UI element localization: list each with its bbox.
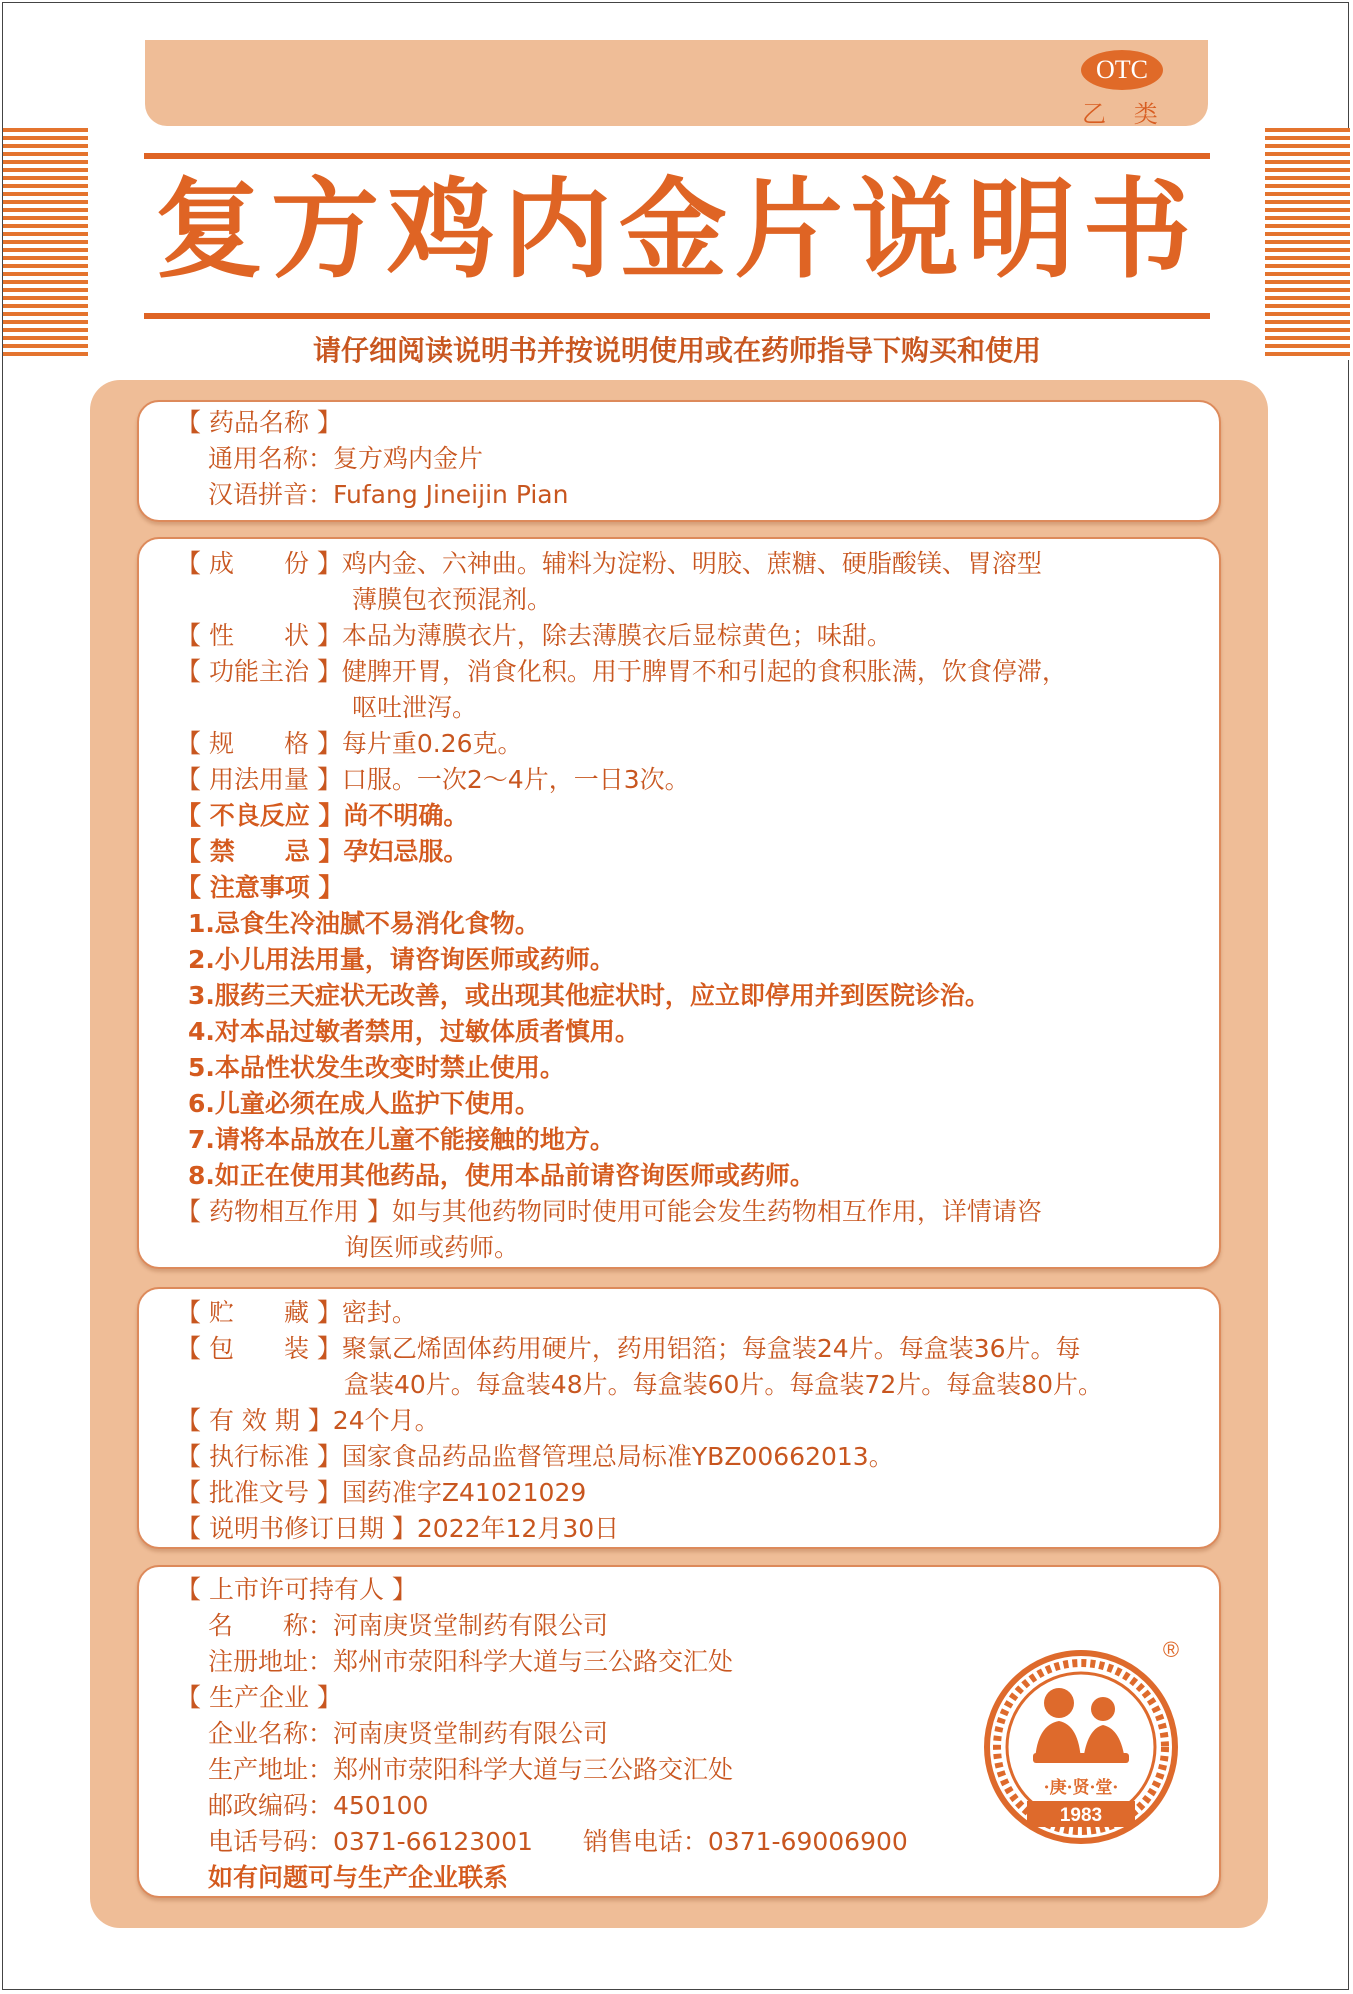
postcode: 邮政编码：450100: [208, 1791, 429, 1820]
appearance: 【 性 状 】本品为薄膜衣片，除去薄膜衣后显棕黄色；味甜。: [176, 621, 892, 650]
pinyin-name: 汉语拼音：Fufang Jineijin Pian: [208, 480, 569, 509]
top-band: [145, 40, 1208, 126]
precaution-item: 3.服药三天症状无改善，或出现其他症状时，应立即停用并到医院诊治。: [188, 981, 990, 1010]
contraindications: 【 禁 忌 】孕妇忌服。: [176, 837, 469, 866]
dosage: 【 用法用量 】口服。一次2～4片，一日3次。: [176, 765, 690, 794]
revision-date: 【 说明书修订日期 】2022年12月30日: [176, 1514, 620, 1543]
indications: 【 功能主治 】健脾开胃，消食化积。用于脾胃不和引起的食积胀满，饮食停滞，: [176, 657, 1067, 686]
specification: 【 规 格 】每片重0.26克。: [176, 729, 523, 758]
registered-mark: ®: [1162, 1637, 1180, 1662]
precaution-item: 6.儿童必须在成人监护下使用。: [188, 1089, 540, 1118]
brand-seal-logo: [975, 1633, 1187, 1845]
holder-name: 名 称：河南庚贤堂制药有限公司: [208, 1611, 609, 1640]
title-top-rule: [144, 153, 1210, 159]
otc-class-label: 乙 类: [1082, 100, 1168, 128]
generic-name: 通用名称：复方鸡内金片: [208, 444, 484, 473]
title-bottom-rule: [144, 313, 1210, 319]
manufacturer-heading: 【 生产企业 】: [176, 1683, 342, 1712]
precaution-item: 7.请将本品放在儿童不能接触的地方。: [188, 1125, 615, 1154]
holder-address: 注册地址：郑州市荥阳科学大道与三公路交汇处: [208, 1647, 734, 1676]
approval-number: 【 批准文号 】国药准字Z41021029: [176, 1478, 587, 1507]
right-stripes-decoration: [1265, 128, 1350, 360]
drug-name-heading: 【 药品名称 】: [176, 408, 342, 437]
seal-brand-text: ·庚·贤·堂·: [1043, 1778, 1119, 1798]
drug-interactions-cont: 询医师或药师。: [344, 1233, 520, 1262]
phone-numbers: 电话号码：0371-66123001 销售电话：0371-69006900: [208, 1827, 908, 1856]
storage: 【 贮 藏 】密封。: [176, 1298, 417, 1327]
executive-standard: 【 执行标准 】国家食品药品监督管理总局标准YBZ00662013。: [176, 1442, 894, 1471]
left-stripes-decoration: [3, 128, 88, 360]
precaution-item: 5.本品性状发生改变时禁止使用。: [188, 1053, 565, 1082]
precaution-item: 4.对本品过敏者禁用，过敏体质者慎用。: [188, 1017, 640, 1046]
contact-note: 如有问题可与生产企业联系: [208, 1863, 509, 1892]
manufacturer-address: 生产地址：郑州市荥阳科学大道与三公路交汇处: [208, 1755, 734, 1784]
precautions-heading: 【 注意事项 】: [176, 873, 344, 902]
precaution-item: 8.如正在使用其他药品，使用本品前请咨询医师或药师。: [188, 1161, 815, 1190]
packaging-cont: 盒装40片。每盒装48片。每盒装60片。每盒装72片。每盒装80片。: [344, 1370, 1104, 1399]
seal-year: 1983: [1059, 1805, 1103, 1826]
drug-interactions: 【 药物相互作用 】如与其他药物同时使用可能会发生药物相互作用，详情请咨: [176, 1197, 1042, 1226]
composition: 【 成 份 】鸡内金、六神曲。辅料为淀粉、明胶、蔗糖、硬脂酸镁、胃溶型: [176, 549, 1042, 578]
document-subtitle: 请仔细阅读说明书并按说明使用或在药师指导下购买和使用: [312, 334, 1041, 367]
precaution-item: 2.小儿用法用量，请咨询医师或药师。: [188, 945, 615, 974]
adverse-reactions: 【 不良反应 】尚不明确。: [176, 801, 469, 830]
composition-cont: 薄膜包衣预混剂。: [352, 585, 553, 614]
packaging: 【 包 装 】聚氯乙烯固体药用硬片，药用铝箔；每盒装24片。每盒装36片。每: [176, 1334, 1081, 1363]
holder-heading: 【 上市许可持有人 】: [176, 1575, 417, 1604]
manufacturer-name: 企业名称：河南庚贤堂制药有限公司: [208, 1719, 609, 1748]
validity: 【 有 效 期 】24个月。: [176, 1406, 440, 1435]
otc-badge: OTC: [1081, 50, 1163, 90]
precaution-item: 1.忌食生冷油腻不易消化食物。: [188, 909, 540, 938]
indications-cont: 呕吐泄泻。: [352, 693, 478, 722]
document-title: 复方鸡内金片说明书: [154, 168, 1199, 293]
